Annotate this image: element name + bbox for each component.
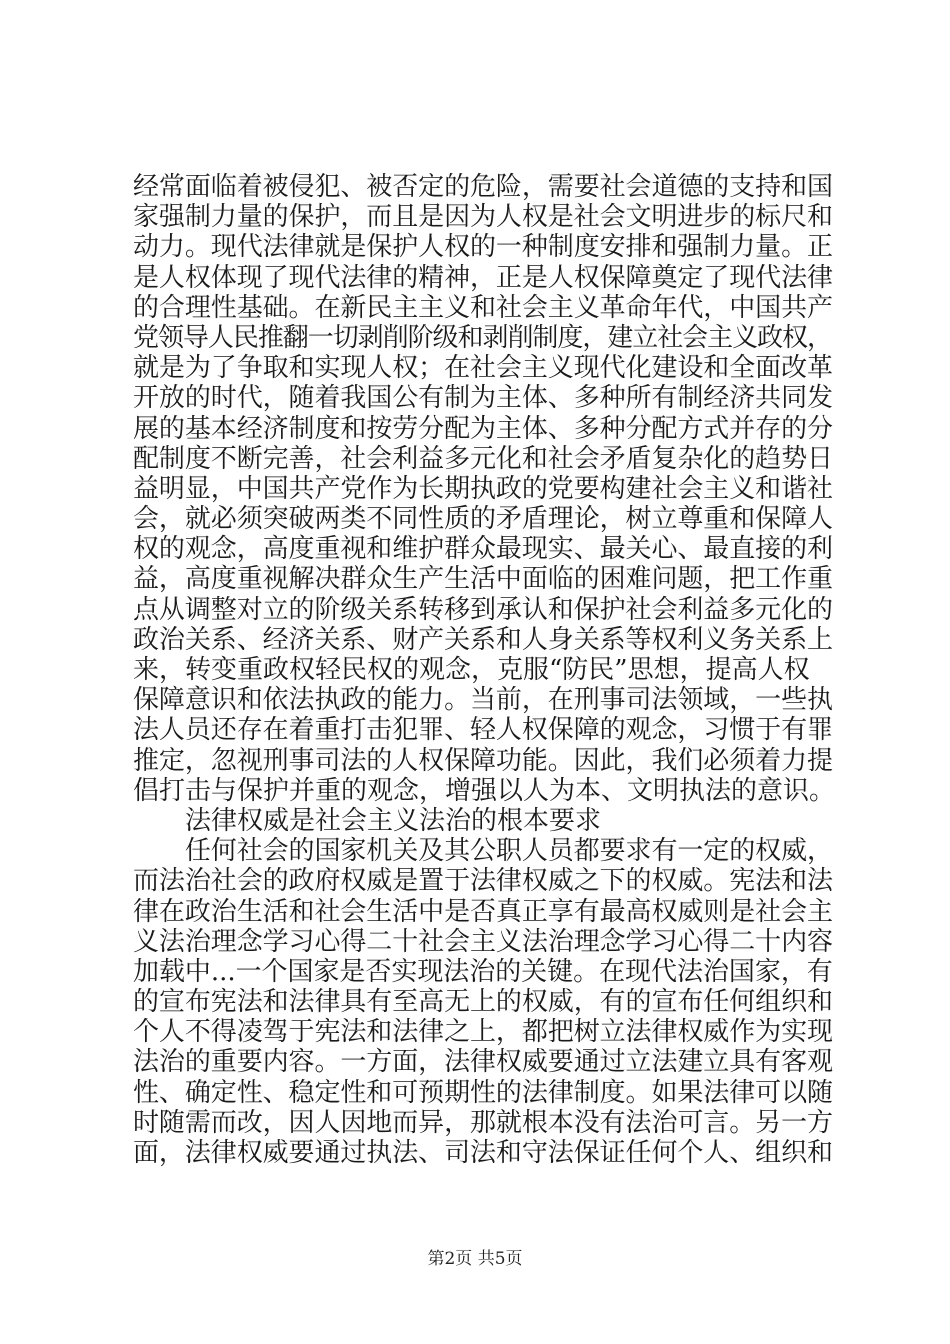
text-line: 经常面临着被侵犯、被否定的危险，需要社会道德的支持和国 (133, 172, 833, 202)
text-line: 权的观念，高度重视和维护群众最现实、最关心、最直接的利 (133, 534, 833, 565)
text-line: 的合理性基础。在新民主主义和社会主义革命年代，中国共产 (133, 292, 833, 323)
body-text (133, 172, 836, 1168)
text-line: 法人员还存在着重打击犯罪、轻人权保障的观念，习惯于有罪 (133, 715, 833, 746)
text-line: 任何社会的国家机关及其公职人员都要求有一定的权威， (133, 836, 833, 867)
text-line: 保障意识和依法执政的能力。当前，在刑事司法领域，一些执 (133, 685, 833, 716)
page-number-footer: 第2页 共5页 (427, 1249, 523, 1269)
text-line: 性、确定性、稳定性和可预期性的法律制度。如果法律可以随 (133, 1077, 833, 1108)
text-line: 法治的重要内容。一方面，法律权威要通过立法建立具有客观 (133, 1047, 833, 1078)
text-line: 益，高度重视解决群众生产生活中面临的困难问题，把工作重 (133, 564, 833, 595)
text-line: 就是为了争取和实现人权；在社会主义现代化建设和全面改革 (133, 353, 833, 384)
text-line: 会，就必须突破两类不同性质的矛盾理论，树立尊重和保障人 (133, 504, 833, 535)
text-line: 来，转变重政权轻民权的观念，克服“防民”思想，提高人权 (133, 655, 810, 685)
paragraph-end-line: 倡打击与保护并重的观念，增强以人为本、文明执法的意识。 (133, 775, 836, 806)
text-line: 律在政治生活和社会生活中是否真正享有最高权威则是社会主 (133, 896, 833, 927)
text-line: 展的基本经济制度和按劳分配为主体、多种分配方式并存的分 (133, 413, 833, 444)
text-line: 的宣布宪法和法律具有至高无上的权威，有的宣布任何组织和 (133, 987, 833, 1018)
text-line: 政治关系、经济关系、财产关系和人身关系等权利义务关系上 (133, 624, 833, 655)
text-line: 而法治社会的政府权威是置于法律权威之下的权威。宪法和法 (133, 866, 833, 897)
text-line: 开放的时代，随着我国公有制为主体、多种所有制经济共同发 (133, 383, 833, 414)
text-line: 加载中...一个国家是否实现法治的关键。在现代法治国家，有 (133, 956, 833, 987)
text-line: 益明显，中国共产党作为长期执政的党要构建社会主义和谐社 (133, 473, 833, 504)
text-line: 党领导人民推翻一切剥削阶级和剥削制度，建立社会主义政权， (133, 322, 832, 353)
text-line: 面，法律权威要通过执法、司法和守法保证任何个人、组织和 (133, 1138, 833, 1168)
text-line: 配制度不断完善，社会利益多元化和社会矛盾复杂化的趋势日 (133, 443, 833, 474)
text-line: 义法治理念学习心得二十社会主义法治理念学习心得二十内容 (133, 926, 833, 957)
text-line: 是人权体现了现代法律的精神，正是人权保障奠定了现代法律 (133, 262, 833, 293)
text-line: 家强制力量的保护，而且是因为人权是社会文明进步的标尺和 (133, 202, 833, 233)
text-line: 个人不得凌驾于宪法和法律之上，都把树立法律权威作为实现 (133, 1017, 833, 1048)
section-heading: 法律权威是社会主义法治的根本要求 (133, 805, 602, 836)
text-line: 时随需而改，因人因地而异，那就根本没有法治可言。另一方 (133, 1107, 833, 1138)
text-line: 点从调整对立的阶级关系转移到承认和保护社会利益多元化的 (133, 594, 833, 625)
text-line: 推定，忽视刑事司法的人权保障功能。因此，我们必须着力提 (133, 745, 833, 776)
text-line: 动力。现代法律就是保护人权的一种制度安排和强制力量。正 (133, 232, 833, 263)
